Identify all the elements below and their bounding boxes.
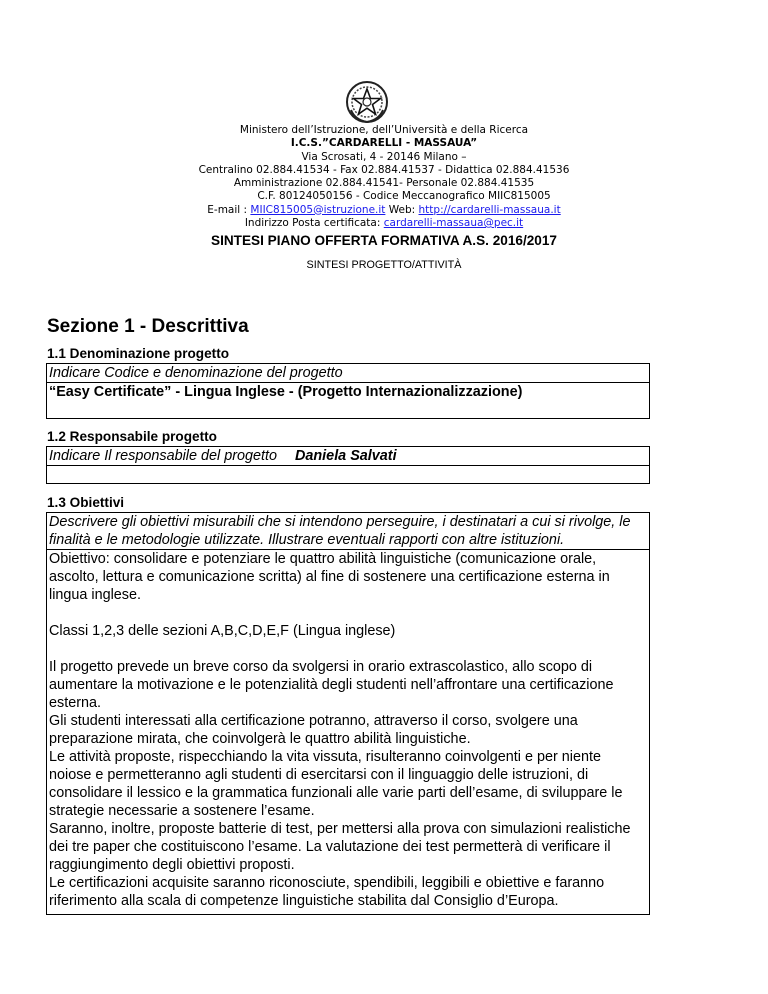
paragraph-4: Saranno, inoltre, proposte batterie di test, per mettersi alla prova con simulazioni realistiche dei tre paper che costituiscono l’esame. La valutazione dei test permetterà di verificare il raggiungimento degli obiettivi proposti. xyxy=(49,821,631,873)
school-name: I.C.S.”CARDARELLI - MASSAUA” xyxy=(290,137,478,150)
cf-line: C.F. 80124050156 - Codice Meccanografico MIIC815005 xyxy=(257,190,551,203)
document-subtitle: SINTESI PROGETTO/ATTIVITÀ xyxy=(306,259,462,271)
responsible-name: Daniela Salvati xyxy=(295,448,397,464)
section-title: Sezione 1 - Descrittiva xyxy=(47,316,249,337)
heading-1-2: 1.2 Responsabile progetto xyxy=(47,429,217,444)
heading-1-1: 1.1 Denominazione progetto xyxy=(47,346,230,361)
email-link[interactable]: MIIC815005@istruzione.it xyxy=(250,203,386,216)
objectives-content xyxy=(47,549,649,914)
contacts-line: E-mail : MIIC815005@istruzione.it Web: http://cardarelli-massaua.it xyxy=(207,203,561,216)
republic-emblem-icon xyxy=(345,80,389,124)
document-title: SINTESI PIANO OFFERTA FORMATIVA A.S. 2016/2017 xyxy=(211,233,557,248)
paragraph-2: Gli studenti interessati alla certificazione potranno, attraverso il corso, svolgere una preparazione mirata, che coinvolgerà le quattro abilità linguistiche. xyxy=(49,713,578,747)
paragraph-3: Le attività proposte, rispecchiando la vita vissuta, risulteranno coinvolgenti e per niente noiose e permetteranno agli studenti di esercitarsi con il linguaggio delle istruzioni, di consolidare il lessico e la grammatica funzionali alle varie parti dell’esame, di sviluppare le strategie necessarie a sostenere l’esame. xyxy=(49,749,623,819)
admin-line: Amministrazione 02.884.41541- Personale 02.884.41535 xyxy=(233,177,535,190)
instruction-1-3: Descrivere gli obiettivi misurabili che si intendono perseguire, i destinatari a cui si rivolge, le finalità e le metodologie utilizzate. Illustrare eventuali rapporti con altre istituzioni. xyxy=(49,514,631,548)
pec-link[interactable]: cardarelli-massaua@pec.it xyxy=(383,217,524,230)
empty-row-1-2 xyxy=(47,465,649,483)
box-1-3 xyxy=(46,512,650,915)
heading-1-3: 1.3 Obiettivi xyxy=(47,495,125,510)
paragraph-5: Le certificazioni acquisite saranno riconosciute, spendibili, leggibili e obiettive e faranno riferimento alla scala di competenze linguistiche stabilita dal Consiglio d’Europa. xyxy=(49,875,605,909)
classes-text: Classi 1,2,3 delle sezioni A,B,C,D,E,F (Lingua inglese) xyxy=(49,623,396,639)
pec-line: Indirizzo Posta certificata: cardarelli-massaua@pec.it xyxy=(244,217,524,230)
paragraph-1: Il progetto prevede un breve corso da svolgersi in orario extrascolastico, allo scopo di aumentare la motivazione e le potenzialità degli studenti nell’affrontare una certificazione esterna. xyxy=(49,659,614,711)
web-link[interactable]: http://cardarelli-massaua.it xyxy=(418,203,561,216)
ministry-line: Ministero dell’Istruzione, dell’Università e della Ricerca xyxy=(239,124,529,136)
school-header xyxy=(0,124,768,230)
objective-text: Obiettivo: consolidare e potenziare le quattro abilità linguistiche (comunicazione orale, ascolto, lettura e comunicazione scritta) al fine di sostenere una certificazione esterna in lingua inglese. xyxy=(49,551,610,603)
box-1-1 xyxy=(46,363,650,419)
box-1-2 xyxy=(46,446,650,484)
instruction-1-2: Indicare Il responsabile del progetto Daniela Salvati xyxy=(49,448,397,464)
address-line: Via Scrosati, 4 - 20146 Milano – xyxy=(301,150,467,163)
project-name: “Easy Certificate” - Lingua Inglese - (Progetto Internazionalizzazione) xyxy=(47,382,649,418)
instruction-1-1: Indicare Codice e denominazione del progetto xyxy=(49,365,343,381)
phones-line: Centralino 02.884.41534 - Fax 02.884.41537 - Didattica 02.884.41536 xyxy=(198,163,570,176)
